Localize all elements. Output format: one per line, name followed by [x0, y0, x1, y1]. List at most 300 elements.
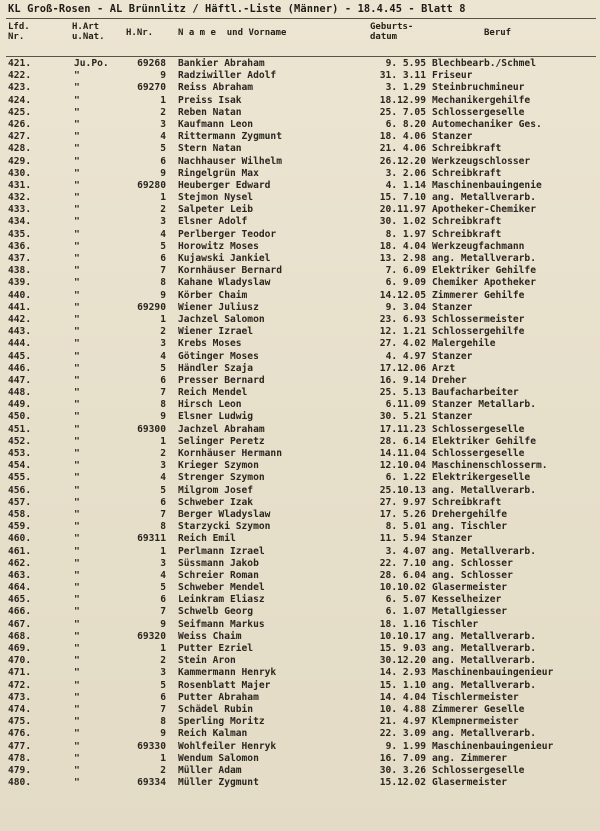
- cell-lfd-nr: 480.: [8, 777, 32, 789]
- table-row: [0, 302, 600, 314]
- cell-h-nr: 6: [160, 496, 166, 508]
- cell-name: Salpeter Leib: [178, 204, 254, 216]
- cell-beruf: Automechaniker Ges.: [432, 118, 542, 130]
- cell-h-nr: 8: [160, 277, 166, 289]
- cell-beruf: Tischlermeister: [432, 691, 519, 703]
- cell-geburtsdatum: 18. 1.16: [379, 618, 426, 630]
- cell-geburtsdatum: 10.10.02: [379, 582, 426, 594]
- cell-h-nr: 69290: [137, 301, 166, 313]
- cell-beruf: Schreibkraft: [432, 216, 502, 228]
- cell-lfd-nr: 423.: [8, 82, 32, 94]
- cell-geburtsdatum: 6.11.09: [385, 399, 426, 411]
- cell-name: Reiss Abraham: [178, 82, 254, 94]
- cell-h-art: ": [74, 301, 80, 313]
- table-row: [0, 326, 600, 338]
- cell-h-art: ": [74, 752, 80, 764]
- cell-h-art: ": [74, 423, 80, 435]
- cell-h-nr: 3: [160, 557, 166, 569]
- table-row: [0, 448, 600, 460]
- cell-h-nr: 3: [160, 118, 166, 130]
- table-row: [0, 156, 600, 168]
- cell-h-nr: 7: [160, 606, 166, 618]
- table-row: [0, 533, 600, 545]
- cell-h-nr: 6: [160, 253, 166, 264]
- cell-h-art: ": [74, 216, 80, 228]
- cell-beruf: Stanzer: [432, 350, 473, 362]
- cell-lfd-nr: 433.: [8, 204, 32, 216]
- cell-geburtsdatum: 16. 7.09: [379, 752, 426, 764]
- table-row: [0, 204, 600, 216]
- cell-lfd-nr: 440.: [8, 289, 32, 301]
- cell-beruf: ang. Tischler: [432, 521, 508, 533]
- cell-geburtsdatum: 16. 9.14: [379, 374, 426, 386]
- table-row: [0, 631, 600, 643]
- cell-geburtsdatum: 27. 9.97: [379, 496, 426, 508]
- table-header: [0, 22, 600, 56]
- cell-geburtsdatum: 30. 1.02: [379, 216, 426, 228]
- cell-h-nr: 5: [160, 143, 166, 155]
- cell-lfd-nr: 472.: [8, 679, 32, 691]
- table-row: [0, 387, 600, 399]
- table-row: [0, 643, 600, 655]
- cell-h-art: ": [74, 106, 80, 118]
- cell-beruf: Arzt: [432, 362, 456, 374]
- cell-lfd-nr: 436.: [8, 240, 32, 252]
- cell-h-art: ": [74, 569, 80, 581]
- cell-h-nr: 6: [160, 691, 166, 703]
- cell-beruf: Stanzer: [432, 533, 473, 545]
- header-geburtsdatum: Geburts- datum: [370, 22, 414, 42]
- cell-lfd-nr: 446.: [8, 362, 32, 374]
- cell-name: Kornhäuser Hermann: [178, 448, 282, 459]
- cell-geburtsdatum: 15. 9.03: [379, 643, 426, 654]
- table-row: [0, 143, 600, 155]
- cell-h-art: ": [74, 131, 80, 143]
- cell-lfd-nr: 435.: [8, 228, 32, 240]
- table-row: [0, 558, 600, 570]
- cell-h-nr: 7: [160, 387, 166, 399]
- cell-geburtsdatum: 22. 3.09: [379, 728, 426, 740]
- cell-beruf: Glasermeister: [432, 777, 508, 789]
- table-row: [0, 472, 600, 484]
- cell-geburtsdatum: 17.12.06: [379, 362, 426, 374]
- table-row: [0, 424, 600, 436]
- table-row: [0, 363, 600, 375]
- table-row: [0, 375, 600, 387]
- header-top-rule: [6, 18, 596, 19]
- cell-h-nr: 5: [160, 362, 166, 374]
- cell-beruf: Dreher: [432, 374, 467, 386]
- cell-h-nr: 4: [160, 350, 166, 362]
- cell-name: Sperling Moritz: [178, 716, 265, 728]
- cell-h-nr: 6: [160, 594, 166, 606]
- cell-beruf: Schlossergeselle: [432, 423, 525, 435]
- cell-h-art: ": [74, 655, 80, 667]
- cell-lfd-nr: 460.: [8, 533, 32, 545]
- cell-lfd-nr: 468.: [8, 630, 32, 642]
- cell-beruf: Blechbearb./Schmel: [432, 58, 536, 69]
- cell-beruf: Stanzer: [432, 301, 473, 313]
- cell-h-art: ": [74, 155, 80, 167]
- cell-name: Schädel Rubin: [178, 703, 254, 715]
- table-row: [0, 704, 600, 716]
- cell-beruf: Schreibkraft: [432, 167, 502, 179]
- cell-h-nr: 4: [160, 569, 166, 581]
- cell-lfd-nr: 432.: [8, 192, 32, 204]
- cell-geburtsdatum: 25. 5.13: [379, 387, 426, 399]
- table-row: [0, 58, 600, 70]
- table-row: [0, 667, 600, 679]
- cell-name: Schweber Mendel: [178, 582, 265, 594]
- cell-h-art: ": [74, 716, 80, 728]
- cell-beruf: ang. Metallverarb.: [432, 545, 536, 557]
- cell-beruf: ang. Schlosser: [432, 557, 513, 569]
- cell-h-nr: 8: [160, 399, 166, 411]
- cell-h-nr: 8: [160, 716, 166, 728]
- cell-geburtsdatum: 4. 4.97: [385, 350, 426, 362]
- cell-geburtsdatum: 27. 4.02: [379, 338, 426, 350]
- cell-name: Ringelgrün Max: [178, 167, 259, 179]
- cell-name: Horowitz Moses: [178, 240, 259, 252]
- prisoner-list: [0, 58, 600, 789]
- cell-geburtsdatum: 9. 5.95: [385, 58, 426, 69]
- cell-beruf: ang. Metallverarb.: [432, 484, 536, 496]
- cell-h-art: ": [74, 484, 80, 496]
- cell-geburtsdatum: 28. 6.04: [379, 569, 426, 581]
- cell-geburtsdatum: 10.10.17: [379, 630, 426, 642]
- cell-name: Süssmann Jakob: [178, 557, 259, 569]
- cell-name: Leinkram Eliasz: [178, 594, 265, 606]
- cell-beruf: ang. Metallverarb.: [432, 728, 536, 740]
- cell-lfd-nr: 462.: [8, 557, 32, 569]
- table-row: [0, 253, 600, 265]
- cell-name: Radziwiller Adolf: [178, 70, 277, 82]
- cell-lfd-nr: 429.: [8, 155, 32, 167]
- cell-geburtsdatum: 17.11.23: [379, 423, 426, 435]
- cell-lfd-nr: 455.: [8, 472, 32, 484]
- table-row: [0, 460, 600, 472]
- cell-h-art: ": [74, 94, 80, 106]
- cell-beruf: Apotheker-Chemiker: [432, 204, 536, 216]
- cell-h-nr: 2: [160, 655, 166, 667]
- cell-lfd-nr: 463.: [8, 569, 32, 581]
- cell-name: Schreier Roman: [178, 569, 259, 581]
- cell-lfd-nr: 453.: [8, 448, 32, 459]
- cell-h-nr: 2: [160, 764, 166, 776]
- cell-geburtsdatum: 23. 6.93: [379, 313, 426, 325]
- cell-name: Stejmon Nysel: [178, 192, 254, 204]
- cell-beruf: Tischler: [432, 618, 479, 630]
- cell-h-nr: 9: [160, 411, 166, 423]
- table-row: [0, 509, 600, 521]
- cell-beruf: ang. Metallverarb.: [432, 192, 536, 204]
- cell-beruf: Schlossergeselle: [432, 764, 525, 776]
- cell-geburtsdatum: 20.11.97: [379, 204, 426, 216]
- cell-beruf: Zimmerer Geselle: [432, 703, 525, 715]
- cell-name: Kahane Wladyslaw: [178, 277, 271, 289]
- cell-h-art: ": [74, 643, 80, 654]
- cell-geburtsdatum: 31. 3.11: [379, 70, 426, 82]
- cell-h-art: ": [74, 326, 80, 338]
- cell-name: Kaufmann Leon: [178, 118, 254, 130]
- cell-h-art: ": [74, 411, 80, 423]
- cell-h-art: ": [74, 594, 80, 606]
- cell-lfd-nr: 478.: [8, 752, 32, 764]
- cell-name: Putter Abraham: [178, 691, 259, 703]
- header-h-art: H.Art u.Nat.: [72, 22, 105, 42]
- cell-h-nr: 69320: [137, 630, 166, 642]
- cell-name: Müller Zygmunt: [178, 777, 259, 789]
- table-row: [0, 95, 600, 107]
- cell-lfd-nr: 434.: [8, 216, 32, 228]
- cell-beruf: Steinbruchmineur: [432, 82, 525, 94]
- cell-lfd-nr: 469.: [8, 643, 32, 654]
- table-row: [0, 107, 600, 119]
- cell-geburtsdatum: 3. 1.29: [385, 82, 426, 94]
- table-row: [0, 168, 600, 180]
- cell-h-art: ": [74, 448, 80, 459]
- table-row: [0, 777, 600, 789]
- cell-name: Nachhauser Wilhelm: [178, 155, 282, 167]
- cell-name: Schweber Izak: [178, 496, 254, 508]
- cell-h-art: ": [74, 143, 80, 155]
- cell-lfd-nr: 427.: [8, 131, 32, 143]
- cell-beruf: Schreibkraft: [432, 143, 502, 155]
- cell-geburtsdatum: 6. 9.09: [385, 277, 426, 289]
- cell-beruf: Stanzer: [432, 131, 473, 143]
- cell-h-nr: 4: [160, 131, 166, 143]
- cell-geburtsdatum: 14.12.05: [379, 289, 426, 301]
- cell-h-art: ": [74, 167, 80, 179]
- cell-beruf: Stanzer Metallarb.: [432, 399, 536, 411]
- table-row: [0, 436, 600, 448]
- cell-lfd-nr: 459.: [8, 521, 32, 533]
- cell-h-art: ": [74, 618, 80, 630]
- cell-geburtsdatum: 13. 2.98: [379, 253, 426, 264]
- cell-beruf: Metallgiesser: [432, 606, 508, 618]
- cell-lfd-nr: 421.: [8, 58, 32, 69]
- cell-h-art: ": [74, 265, 80, 277]
- cell-h-nr: 9: [160, 70, 166, 82]
- table-row: [0, 765, 600, 777]
- table-row: [0, 131, 600, 143]
- header-bottom-rule: [6, 56, 596, 57]
- cell-name: Perlmann Izrael: [178, 545, 265, 557]
- cell-h-nr: 9: [160, 618, 166, 630]
- cell-geburtsdatum: 18.12.99: [379, 94, 426, 106]
- cell-name: Heuberger Edward: [178, 179, 271, 191]
- cell-beruf: Schreibkraft: [432, 228, 502, 240]
- cell-geburtsdatum: 15. 7.10: [379, 192, 426, 204]
- cell-lfd-nr: 430.: [8, 167, 32, 179]
- cell-name: Presser Bernard: [178, 374, 265, 386]
- document-title: KL Groß-Rosen - AL Brünnlitz / Häftl.-Liste (Männer) - 18.4.45 - Blatt 8: [8, 3, 466, 15]
- cell-lfd-nr: 426.: [8, 118, 32, 130]
- cell-lfd-nr: 424.: [8, 94, 32, 106]
- cell-geburtsdatum: 28. 6.14: [379, 435, 426, 447]
- cell-h-nr: 5: [160, 240, 166, 252]
- cell-lfd-nr: 447.: [8, 374, 32, 386]
- cell-name: Reben Natan: [178, 106, 242, 118]
- cell-h-nr: 1: [160, 94, 166, 106]
- cell-beruf: Glasermeister: [432, 582, 508, 594]
- table-row: [0, 314, 600, 326]
- cell-beruf: ang. Metallverarb.: [432, 630, 536, 642]
- cell-lfd-nr: 473.: [8, 691, 32, 703]
- cell-lfd-nr: 457.: [8, 496, 32, 508]
- cell-h-nr: 1: [160, 192, 166, 204]
- cell-beruf: Schlossermeister: [432, 313, 525, 325]
- table-row: [0, 570, 600, 582]
- cell-geburtsdatum: 7. 6.09: [385, 265, 426, 277]
- cell-beruf: Klempnermeister: [432, 716, 519, 728]
- cell-geburtsdatum: 18. 4.04: [379, 240, 426, 252]
- cell-name: Berger Wladyslaw: [178, 508, 271, 520]
- cell-h-art: ": [74, 667, 80, 679]
- cell-h-art: ": [74, 399, 80, 411]
- cell-h-nr: 7: [160, 265, 166, 277]
- cell-beruf: Kesselheizer: [432, 594, 502, 606]
- table-row: [0, 411, 600, 423]
- table-row: [0, 229, 600, 241]
- cell-name: Perlberger Teodor: [178, 228, 277, 240]
- cell-name: Reich Kalman: [178, 728, 248, 740]
- cell-name: Schwelb Georg: [178, 606, 254, 618]
- cell-beruf: Elektriker Gehilfe: [432, 265, 536, 277]
- cell-beruf: Mechanikergehilfe: [432, 94, 531, 106]
- cell-lfd-nr: 450.: [8, 411, 32, 423]
- cell-h-art: ": [74, 374, 80, 386]
- cell-h-nr: 8: [160, 521, 166, 533]
- cell-name: Wendum Salomon: [178, 752, 259, 764]
- header-lfd-nr: Lfd. Nr.: [8, 22, 30, 42]
- cell-h-nr: 2: [160, 204, 166, 216]
- table-row: [0, 546, 600, 558]
- cell-beruf: Maschinenschlosserm.: [432, 460, 548, 472]
- cell-beruf: Stanzer: [432, 411, 473, 423]
- cell-geburtsdatum: 15.12.02: [379, 777, 426, 789]
- cell-beruf: Zimmerer Gehilfe: [432, 289, 525, 301]
- cell-beruf: Schlossergehilfe: [432, 326, 525, 338]
- table-row: [0, 119, 600, 131]
- cell-h-nr: 2: [160, 326, 166, 338]
- cell-h-art: ": [74, 557, 80, 569]
- cell-geburtsdatum: 8. 1.97: [385, 228, 426, 240]
- cell-beruf: ang. Metallverarb.: [432, 655, 536, 667]
- cell-h-nr: 69268: [137, 58, 166, 69]
- cell-lfd-nr: 479.: [8, 764, 32, 776]
- cell-h-nr: 9: [160, 728, 166, 740]
- cell-beruf: ang. Schlosser: [432, 569, 513, 581]
- header-beruf: Beruf: [484, 28, 512, 38]
- cell-name: Körber Chaim: [178, 289, 248, 301]
- cell-h-art: ": [74, 508, 80, 520]
- cell-geburtsdatum: 21. 4.97: [379, 716, 426, 728]
- cell-h-nr: 69270: [137, 82, 166, 94]
- cell-h-art: ": [74, 703, 80, 715]
- cell-h-art: ": [74, 70, 80, 82]
- cell-h-art: ": [74, 764, 80, 776]
- cell-h-nr: 9: [160, 289, 166, 301]
- cell-lfd-nr: 444.: [8, 338, 32, 350]
- cell-lfd-nr: 445.: [8, 350, 32, 362]
- cell-name: Reich Emil: [178, 533, 236, 545]
- cell-geburtsdatum: 8. 5.01: [385, 521, 426, 533]
- cell-name: Elsner Ludwig: [178, 411, 254, 423]
- cell-lfd-nr: 448.: [8, 387, 32, 399]
- cell-h-art: ": [74, 204, 80, 216]
- table-row: [0, 753, 600, 765]
- cell-h-art: ": [74, 728, 80, 740]
- cell-beruf: Schlossergeselle: [432, 106, 525, 118]
- cell-name: Kammermann Henryk: [178, 667, 277, 679]
- cell-h-art: ": [74, 691, 80, 703]
- cell-geburtsdatum: 6. 1.07: [385, 606, 426, 618]
- cell-lfd-nr: 438.: [8, 265, 32, 277]
- cell-lfd-nr: 437.: [8, 253, 32, 264]
- cell-lfd-nr: 475.: [8, 716, 32, 728]
- cell-beruf: Baufacharbeiter: [432, 387, 519, 399]
- cell-h-art: ": [74, 533, 80, 545]
- cell-name: Kujawski Jankiel: [178, 253, 271, 264]
- cell-h-art: ": [74, 338, 80, 350]
- cell-h-art: ": [74, 606, 80, 618]
- cell-name: Kornhäuser Bernard: [178, 265, 282, 277]
- cell-lfd-nr: 422.: [8, 70, 32, 82]
- table-row: [0, 192, 600, 204]
- cell-geburtsdatum: 17. 5.26: [379, 508, 426, 520]
- cell-name: Putter Ezriel: [178, 643, 254, 654]
- cell-h-nr: 1: [160, 313, 166, 325]
- cell-lfd-nr: 449.: [8, 399, 32, 411]
- table-row: [0, 180, 600, 192]
- cell-geburtsdatum: 22. 7.10: [379, 557, 426, 569]
- cell-geburtsdatum: 6. 5.07: [385, 594, 426, 606]
- cell-beruf: Chemiker Apotheker: [432, 277, 536, 289]
- cell-beruf: ang. Zimmerer: [432, 752, 508, 764]
- cell-lfd-nr: 452.: [8, 435, 32, 447]
- cell-lfd-nr: 467.: [8, 618, 32, 630]
- cell-geburtsdatum: 4. 1.14: [385, 179, 426, 191]
- table-row: [0, 351, 600, 363]
- cell-h-art: ": [74, 740, 80, 752]
- cell-h-nr: 69330: [137, 740, 166, 752]
- cell-beruf: Maschinenbauingenieur: [432, 740, 554, 752]
- cell-geburtsdatum: 11. 5.94: [379, 533, 426, 545]
- cell-geburtsdatum: 30. 3.26: [379, 764, 426, 776]
- cell-geburtsdatum: 14. 2.93: [379, 667, 426, 679]
- cell-h-art: ": [74, 277, 80, 289]
- cell-h-art: ": [74, 313, 80, 325]
- table-row: [0, 594, 600, 606]
- cell-beruf: Drehergehilfe: [432, 508, 508, 520]
- cell-lfd-nr: 442.: [8, 313, 32, 325]
- cell-geburtsdatum: 25. 7.05: [379, 106, 426, 118]
- cell-lfd-nr: 465.: [8, 594, 32, 606]
- cell-name: Müller Adam: [178, 764, 242, 776]
- cell-name: Milgrom Josef: [178, 484, 254, 496]
- cell-lfd-nr: 428.: [8, 143, 32, 155]
- cell-h-nr: 1: [160, 545, 166, 557]
- cell-name: Rosenblatt Majer: [178, 679, 271, 691]
- cell-name: Selinger Peretz: [178, 435, 265, 447]
- cell-lfd-nr: 466.: [8, 606, 32, 618]
- cell-geburtsdatum: 6. 8.20: [385, 118, 426, 130]
- header-name: N a m e und Vorname: [178, 28, 287, 38]
- cell-name: Bankier Abraham: [178, 58, 265, 69]
- cell-h-nr: 6: [160, 374, 166, 386]
- cell-geburtsdatum: 25.10.13: [379, 484, 426, 496]
